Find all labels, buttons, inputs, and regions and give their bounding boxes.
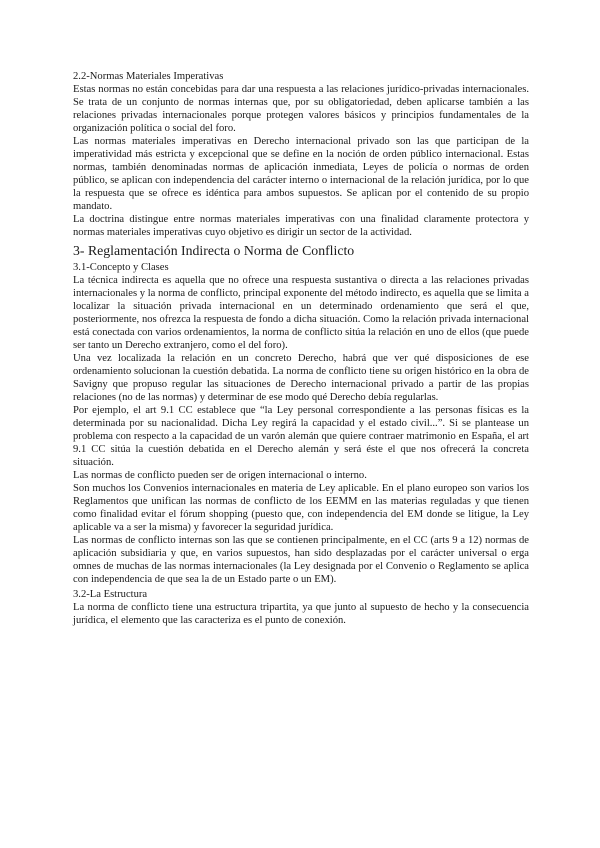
document-page [73,70,529,627]
paragraph: Las normas de conflicto pueden ser de origen internacional o interno. [73,470,367,481]
paragraph: Una vez localizada la relación en un concreto Derecho, habrá que ver qué disposiciones de ese ordenamiento solucionan la cuestión debatida. La norma de conflicto tiene su origen histórico en la obra de Savigny que propuso regular las situaciones de Derecho internacional privado a partir de las propias relaciones (no de las normas) y determinar de ese modo qué Derecho debía regularlas. [73,353,529,403]
paragraph: La norma de conflicto tiene una estructura tripartita, ya que junto al supuesto de hecho y la consecuencia jurídica, el elemento que las caracteriza es el punto de conexión. [73,602,529,626]
paragraph: La técnica indirecta es aquella que no ofrece una respuesta sustantiva o directa a las relaciones privadas internacionales y la norma de conflicto, principal exponente del método indirecto, es aquella que se limita a localizar la situación privada internacional en un determinado ordenamiento que será el que, posteriormente, nos ofrezca la respuesta de fondo a dicha situación. Como la relación privada internacional está conectada con varios ordenamientos, la norma de conflicto sitúa la relación en uno de ellos (que puede ser tanto un Derecho extranjero, como el del foro). [73,275,529,351]
paragraph: Por ejemplo, el art 9.1 CC establece que “la Ley personal correspondiente a las personas físicas es la determinada por su nacionalidad. Dicha Ley regirá la capacidad y el estado civil...”. Si se plantease un problema con respecto a la capacidad de un varón alemán que quiere contraer matrimonio en España, el art 9.1 CC sitúa la cuestión debatida en el Derecho alemán y será éste el que nos ofrecerá la concreta situación. [73,405,529,468]
paragraph: La doctrina distingue entre normas materiales imperativas con una finalidad claramente protectora y normas materiales imperativas cuyo objetivo es dirigir un sector de la actividad. [73,214,529,238]
section-heading-3: 3- Reglamentación Indirecta o Norma de Conflicto [73,243,355,258]
section-heading-3-2: 3.2-La Estructura [73,589,148,600]
paragraph: Las normas de conflicto internas son las que se contienen principalmente, en el CC (arts 9 a 12) normas de aplicación subsidiaria y que, en varios supuestos, han sido desplazadas por el carácter universal o erga omnes de muchas de las normas internacionales (la Ley designada por el Convenio o Reglamento se aplica con independencia de que sea la de un Estado parte o un EM). [73,535,529,585]
paragraph: Estas normas no están concebidas para dar una respuesta a las relaciones jurídico-privadas internacionales. Se trata de un conjunto de normas internas que, por su obligatoriedad, deben aplicarse también a las relaciones privadas internacionales porque protegen valores básicos y principios fundamentales de la organización política o social del foro. [73,84,529,134]
section-heading-2-2: 2.2-Normas Materiales Imperativas [73,71,224,82]
paragraph: Son muchos los Convenios internacionales en materia de Ley aplicable. En el plano europeo son varios los Reglamentos que unifican las normas de conflicto de los EEMM en las materias reguladas y que tienen como finalidad evitar el fórum shopping (puesto que, con independencia del EM donde se litigue, la Ley aplicable va a ser la misma) y favorecer la seguridad jurídica. [73,483,529,533]
paragraph: Las normas materiales imperativas en Derecho internacional privado son las que participan de la imperatividad más estricta y excepcional que se define en la noción de orden público internacional. Estas normas, también denominadas normas de aplicación inmediata, Leyes de policía o normas de orden público, se aplican con independencia del carácter interno o internacional de la relación jurídica, por lo que la respuesta que se ofrece es idéntica para ambos supuestos. Se aplican por el contenido de su propio mandato. [73,136,529,212]
section-heading-3-1: 3.1-Concepto y Clases [73,262,169,273]
